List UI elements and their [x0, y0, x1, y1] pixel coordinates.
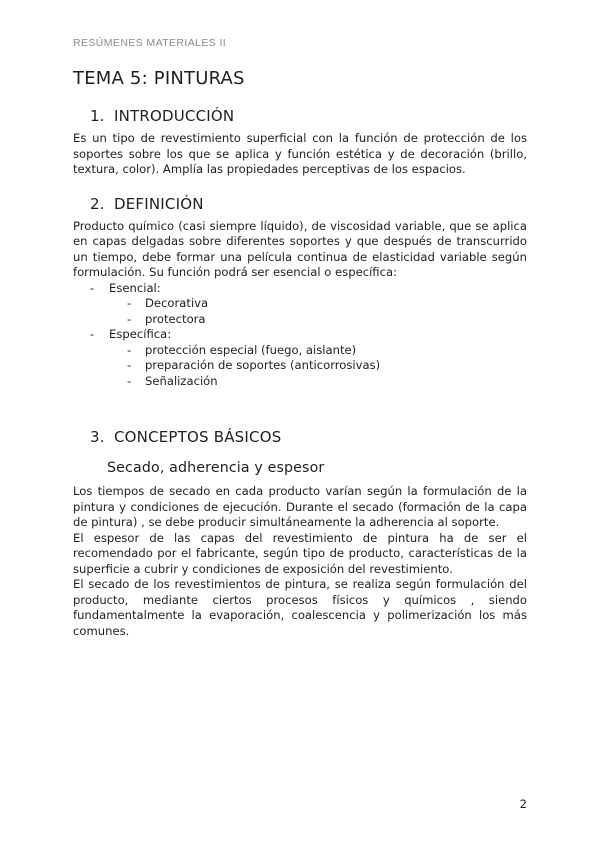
page-title: TEMA 5: PINTURAS [73, 68, 245, 89]
list-dash: - [127, 342, 132, 357]
section-title: CONCEPTOS BÁSICOS [113, 428, 282, 446]
list-item-label: Esencial: [109, 280, 161, 295]
list-item-text: Señalización [145, 373, 218, 388]
page-content [73, 68, 527, 639]
section-number: 1. [90, 107, 105, 125]
definition-paragraph: Producto químico (casi siempre líquido), de viscosidad variable, que se aplica en capas delgadas sobre diferentes soportes y que después de transcurrido un tiempo, debe formar una película continua de elasticidad variable según formulación. Su función podrá ser esencial o específica: [73, 218, 527, 279]
section-heading-definition [90, 195, 527, 213]
list-dash: - [127, 296, 132, 310]
list-item-label: Específica: [109, 327, 172, 341]
list-item-essential [73, 281, 527, 328]
concepts-paragraph-processes: El secado de los revestimientos de pintura, se realiza según formulación del producto, mediante ciertos procesos físicos y químicos , siendo fundamentalmente la evaporación, coalescencia y polimerización los más comunes. [73, 577, 527, 638]
subsection-heading: Secado, adherencia y espesor [107, 460, 325, 476]
list-dash: - [90, 327, 95, 341]
list-item-text: Decorativa [145, 296, 209, 310]
list-dash: - [90, 280, 95, 295]
function-list [73, 281, 527, 390]
list-dash: - [127, 311, 132, 326]
concepts-paragraph-drying: Los tiempos de secado en cada producto varían según la formulación de la pintura y condiciones de ejecución. Durante el secado (formación de la capa de pintura) , se debe producir simultáneamente la adherencia al soporte. [73, 484, 527, 529]
list-item [109, 343, 527, 359]
list-item [109, 374, 527, 390]
list-dash: - [127, 358, 132, 372]
list-item [109, 296, 527, 312]
section-heading-introduction [90, 107, 527, 125]
list-item-text: preparación de soportes (anticorrosivas) [145, 358, 381, 372]
list-dash: - [127, 373, 132, 388]
list-item-text: protectora [145, 311, 206, 326]
running-header: RESÚMENES MATERIALES II [73, 37, 227, 49]
concepts-paragraph-thickness: El espesor de las capas del revestimiento de pintura ha de ser el recomendado por el fabricante, según tipo de producto, características de la superficie a cubrir y condiciones de exposición del revestimiento. [73, 530, 527, 576]
list-item [109, 312, 527, 328]
list-item-text: protección especial (fuego, aislante) [145, 342, 357, 357]
section-number: 2. [90, 194, 105, 213]
essential-sublist [109, 296, 527, 327]
list-item [109, 358, 527, 374]
section-heading-basic-concepts [90, 428, 527, 446]
page-number: 2 [519, 797, 527, 811]
list-item-specific [73, 327, 527, 389]
section-number: 3. [90, 428, 105, 446]
section-title: DEFINICIÓN [113, 194, 204, 213]
section-title: INTRODUCCIÓN [113, 107, 235, 125]
specific-sublist [109, 343, 527, 390]
introduction-paragraph: Es un tipo de revestimiento superficial con la función de protección de los soportes sobre los que se aplica y función estética y de decoración (brillo, textura, color). Amplía las propiedades perceptivas de los espacios. [73, 131, 527, 176]
